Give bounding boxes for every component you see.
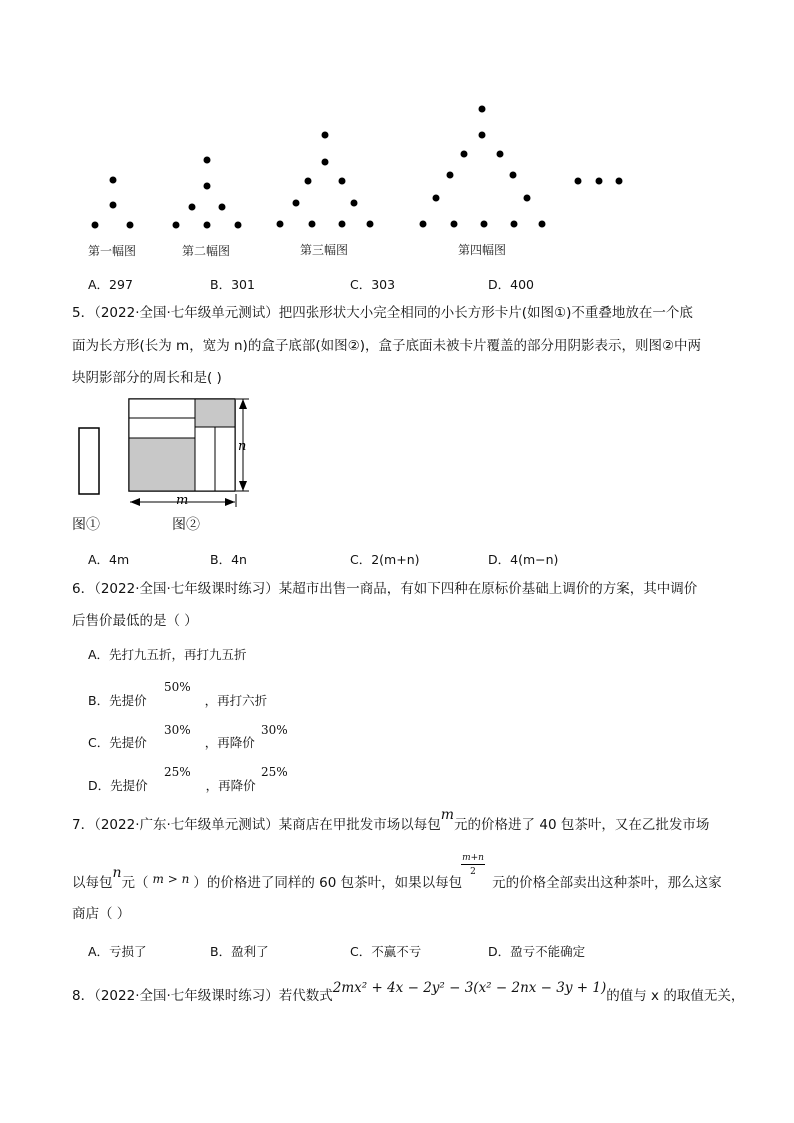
q7-l2-d: 元的价格全部卖出这种茶叶，那么这家 [492,875,722,891]
q7-l2-a: 以每包 [72,875,113,891]
fig1-label: 图① [72,517,100,533]
caption-4: 第四幅图 [458,243,507,257]
pattern-3 [277,132,374,228]
dim-m-label: m [176,493,189,508]
q6-b-pct: 50% [164,680,191,694]
q4-option-a[interactable]: A．297 [88,277,133,292]
shade-top-right [195,399,235,427]
q6-d-mid: ，再降价 [205,778,256,793]
q5-text-line3: 块阴影部分的周长和是( ) [72,370,222,386]
q4-option-d[interactable]: D．400 [488,277,534,292]
q6-d-pct1: 25% [164,765,191,779]
q7-l2-c: ）的价格进了同样的 60 包茶叶，如果以每包 [193,875,463,891]
q6-b-mid: ，再打六折 [204,693,268,708]
fig2-label: 图② [172,517,200,533]
caption-3: 第三幅图 [300,243,349,257]
q5-text-line2: 面为长方形(长为 m，宽为 n)的盒子底部(如图②)，盒子底面未被卡片覆盖的部分用阴影表示，则图②中两 [72,338,702,354]
q4-option-c[interactable]: C．303 [350,277,396,292]
q6-option-a[interactable]: A．先打九五折，再打九五折 [88,647,247,662]
q5-option-d[interactable]: D．4(m−n) [488,552,559,567]
q7-frac-den: 2 [470,867,476,877]
q7-option-d[interactable]: D．盈亏不能确定 [488,944,586,959]
q5-figure [0,390,794,520]
card-v1 [195,427,215,491]
q7-l2-b: 元（ [121,875,149,891]
q6-b-pre: B．先提价 [88,693,147,708]
q6-text-line1: 6．（2022·全国·七年级课时练习）某超市出售一商品，有如下四种在原标价基础上调价的方案，其中调价 [72,581,698,597]
card-h1 [129,399,195,418]
q6-c-pct1: 30% [164,723,191,737]
q7-var-n: n [112,865,122,881]
q6-c-pct2: 30% [261,723,288,737]
card-v2 [215,427,235,491]
q5-option-a[interactable]: A．4m [88,552,130,567]
q8-expression: 2mx² + 4x − 2y² − 3(x² − 2nx − 3y + 1) [332,980,607,996]
pattern-1 [92,177,134,229]
q5-option-c[interactable]: C．2(m+n) [350,552,420,567]
q8-text-line1 [72,980,745,1004]
q6-text-line2: 后售价最低的是（ ） [72,613,198,629]
shade-bottom-left [129,438,195,491]
caption-1: 第一幅图 [88,244,137,258]
q7-option-a[interactable]: A．亏损了 [88,944,147,959]
q6-d-pre: D．先提价 [88,778,148,793]
q7-l1-b: 元的价格进了 40 包茶叶，又在乙批发市场 [454,817,710,833]
q5-text-line1: 5．（2022·全国·七年级单元测试）把四张形状大小完全相同的小长方形卡片(如图①)不重叠地放在一个底 [72,305,693,321]
q7-var-m: m [440,807,455,823]
q6-c-mid: ，再降价 [204,735,255,750]
pattern-4 [420,106,546,228]
dot-pattern-figure [0,0,794,300]
q7-text-line1 [72,807,710,833]
q8-l1-a: 8．（2022·全国·七年级课时练习）若代数式 [72,988,333,1004]
ellipsis-dots [575,178,623,185]
q8-l1-b: 的值与 x 的取值无关， [606,988,745,1004]
caption-2: 第二幅图 [182,244,231,258]
q7-frac-num: m+n [462,853,484,863]
q7-option-c[interactable]: C．不赢不亏 [350,944,422,959]
q7-condition: m > n [152,872,190,886]
q7-text-line3: 商店（ ） [72,906,131,922]
q7-text-line2 [72,865,722,891]
fig1-card [79,428,99,494]
q4-option-b[interactable]: B．301 [210,277,255,292]
dim-n-label: n [238,439,247,454]
pattern-2 [173,157,242,229]
card-h2 [129,418,195,438]
q5-option-b[interactable]: B．4n [210,552,247,567]
q7-option-b[interactable]: B．盈利了 [210,944,269,959]
q7-l1-a: 7．（2022·广东·七年级单元测试）某商店在甲批发市场以每包 [72,817,441,833]
q6-d-pct2: 25% [261,765,288,779]
q6-c-pre: C．先提价 [88,735,147,750]
